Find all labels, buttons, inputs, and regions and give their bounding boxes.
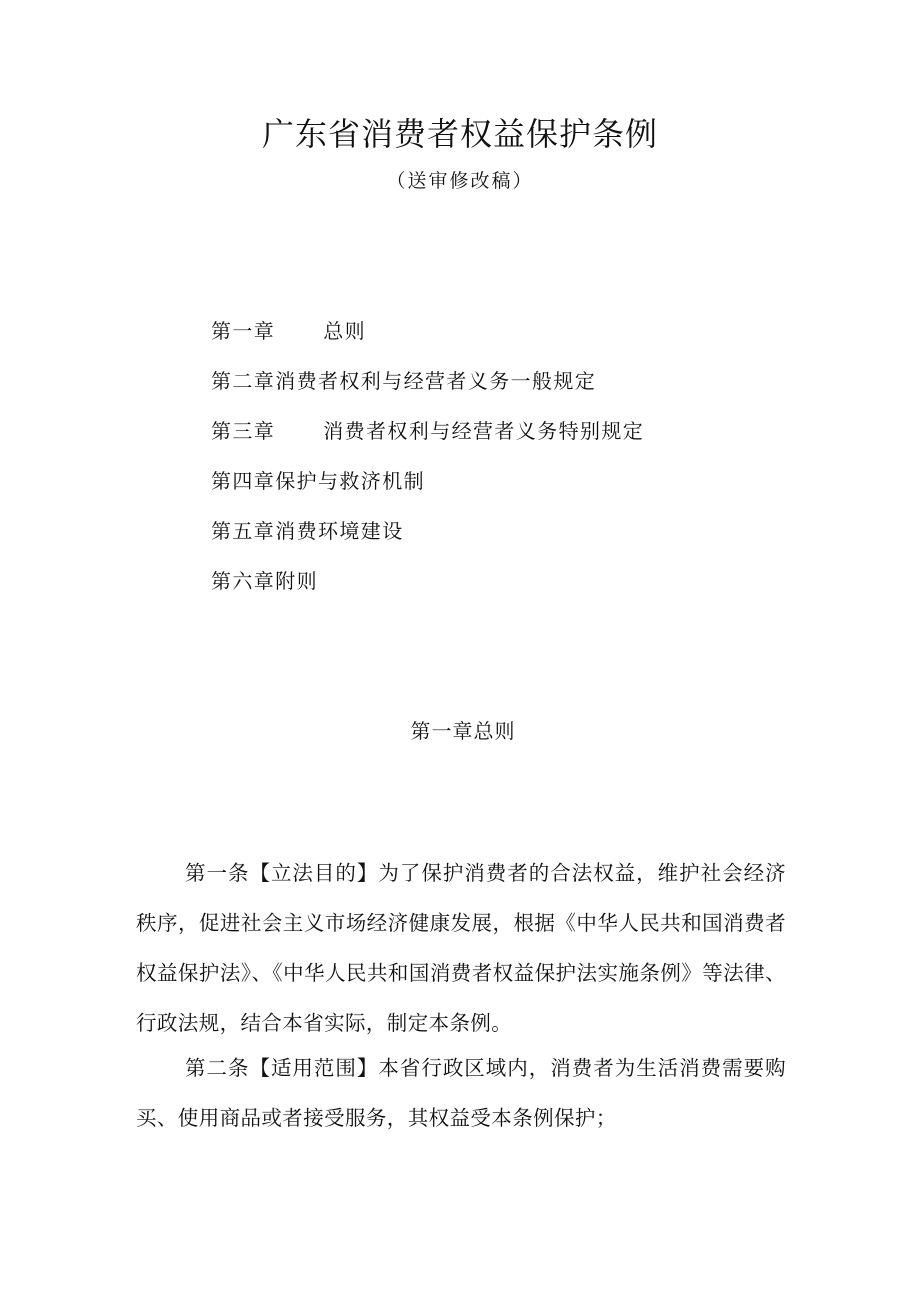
toc-chapter-number: 第一章 (211, 319, 276, 343)
article-paragraph-1: 第一条【立法目的】为了保护消费者的合法权益，维护社会经济秩序，促进社会主义市场经济健康发展，根据《中华人民共和国消费者权益保护法》、《中华人民共和国消费者权益保护法实施条例》等法律、行政法规，结合本省实际，制定本条例。 (136, 861, 786, 1035)
toc-chapter-number: 第六章 (211, 569, 276, 593)
toc-chapter-number: 第三章 (211, 419, 276, 443)
toc-item-chapter-5 (211, 516, 644, 566)
toc-item-chapter-2 (211, 366, 644, 416)
toc-chapter-title: 消费者权利与经营者义务一般规定 (275, 369, 597, 393)
toc-item-chapter-1 (211, 316, 644, 366)
document-subtitle: （送审修改稿） (386, 170, 534, 192)
toc-chapter-title: 附则 (275, 569, 319, 593)
toc-chapter-title: 消费环境建设 (275, 519, 404, 543)
article-paragraph-2: 第二条【适用范围】本省行政区域内，消费者为生活消费需要购买、使用商品或者接受服务，其权益受本条例保护； (136, 1056, 786, 1130)
toc-chapter-number: 第四章 (211, 469, 276, 493)
document-title: 广东省消费者权益保护条例 (261, 115, 658, 153)
toc-chapter-title: 总则 (323, 319, 367, 343)
toc-chapter-number: 第二章 (211, 369, 276, 393)
toc-chapter-title: 消费者权利与经营者义务特别规定 (323, 419, 645, 443)
toc-chapter-number: 第五章 (211, 519, 276, 543)
toc-item-chapter-6 (211, 566, 644, 616)
toc-item-chapter-3 (211, 416, 644, 466)
toc-chapter-title: 保护与救济机制 (275, 469, 426, 493)
toc-item-chapter-4 (211, 466, 644, 516)
chapter-heading: 第一章总则 (410, 719, 516, 743)
table-of-contents (211, 316, 644, 616)
